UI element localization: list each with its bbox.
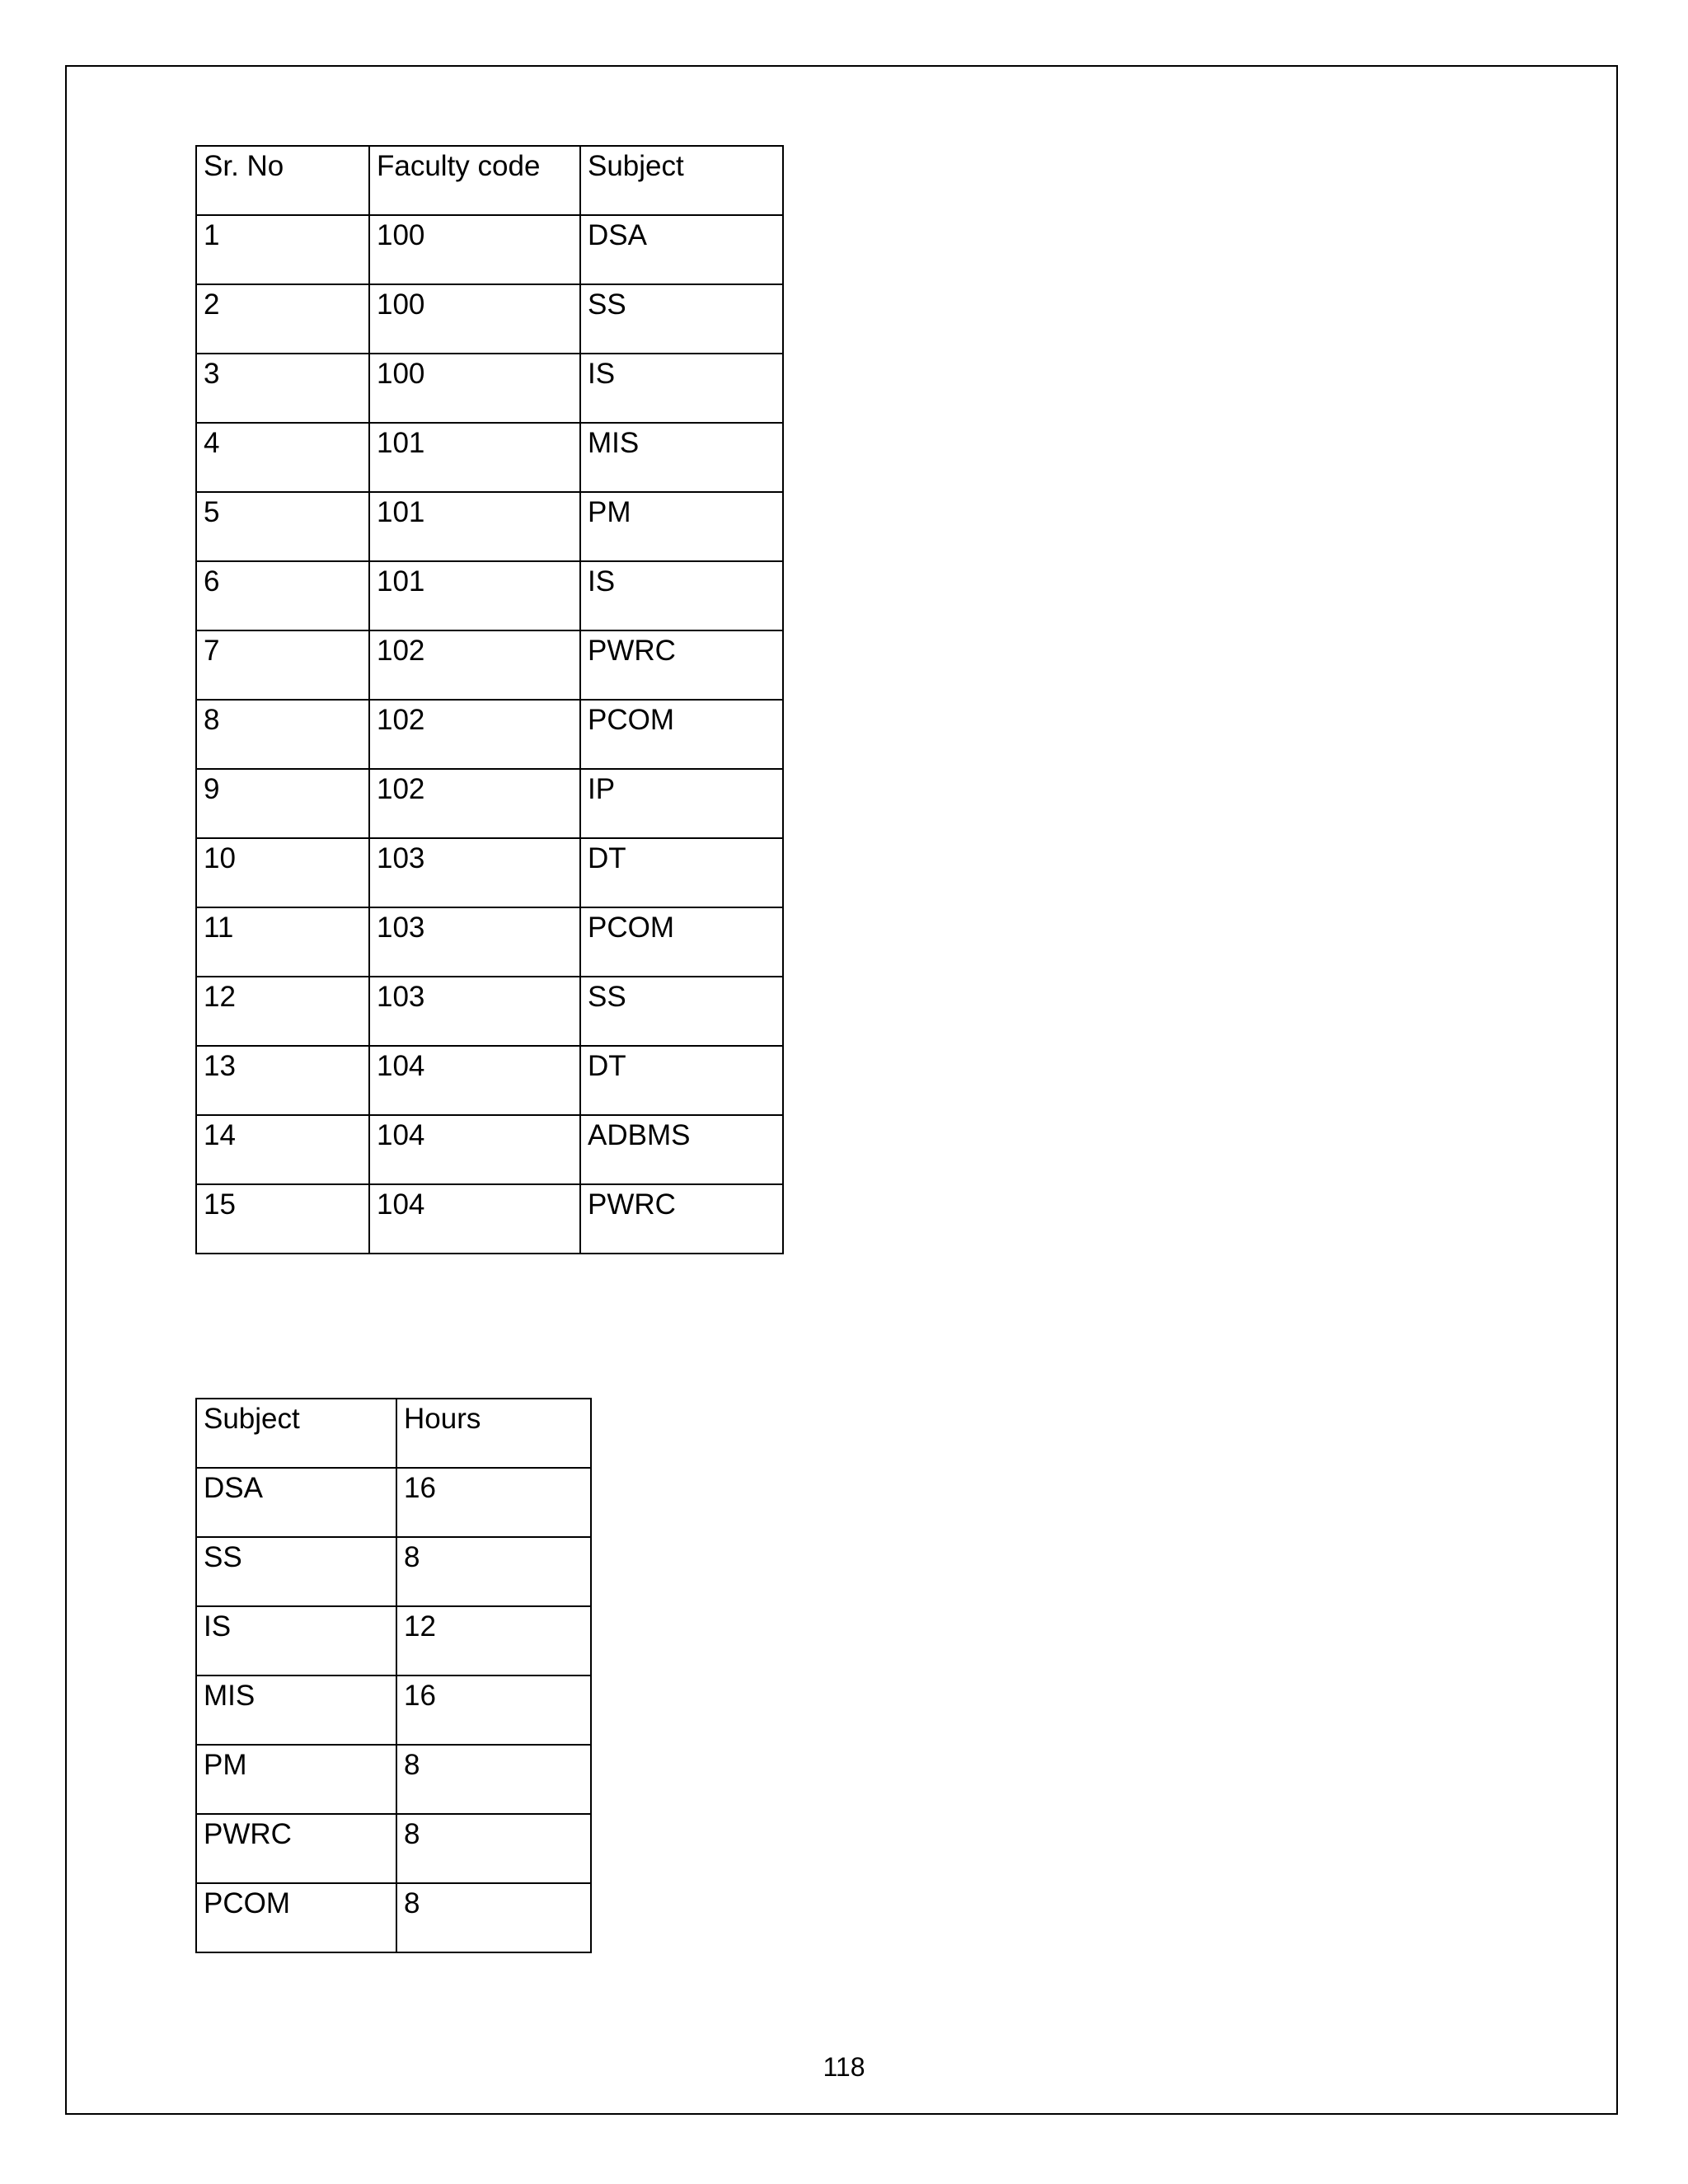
table-row	[196, 700, 783, 769]
cell-subject: ADBMS	[580, 1115, 783, 1184]
cell-sr-no: 15	[196, 1184, 369, 1254]
table-row	[196, 561, 783, 630]
cell-subject: IS	[196, 1606, 396, 1675]
cell-subject: PM	[196, 1745, 396, 1814]
table-row	[196, 1883, 591, 1952]
cell-sr-no: 11	[196, 907, 369, 977]
subject-hours-table-body	[196, 1399, 591, 1952]
table-row	[196, 354, 783, 423]
cell-sr-no: 13	[196, 1046, 369, 1115]
cell-subject: PM	[580, 492, 783, 561]
cell-subject: PCOM	[580, 907, 783, 977]
cell-hours: 8	[396, 1537, 591, 1606]
cell-faculty-code: 100	[369, 284, 580, 354]
cell-sr-no: 10	[196, 838, 369, 907]
faculty-subject-table-body	[196, 146, 783, 1254]
cell-sr-no: 3	[196, 354, 369, 423]
faculty-subject-table	[195, 145, 784, 1254]
cell-sr-no: 1	[196, 215, 369, 284]
column-header-hours: Hours	[396, 1399, 591, 1468]
cell-faculty-code: 102	[369, 700, 580, 769]
cell-subject: DT	[580, 1046, 783, 1115]
cell-subject: DSA	[580, 215, 783, 284]
cell-subject: PWRC	[580, 630, 783, 700]
cell-faculty-code: 103	[369, 907, 580, 977]
table-row	[196, 1468, 591, 1537]
cell-sr-no: 6	[196, 561, 369, 630]
cell-hours: 8	[396, 1814, 591, 1883]
table-row	[196, 769, 783, 838]
column-header-sr-no: Sr. No	[196, 146, 369, 215]
table-header-row	[196, 1399, 591, 1468]
cell-faculty-code: 104	[369, 1046, 580, 1115]
table-row	[196, 1606, 591, 1675]
cell-subject: PWRC	[580, 1184, 783, 1254]
cell-subject: IS	[580, 561, 783, 630]
table-row	[196, 1046, 783, 1115]
cell-hours: 16	[396, 1675, 591, 1745]
table-row	[196, 1115, 783, 1184]
cell-faculty-code: 103	[369, 838, 580, 907]
cell-sr-no: 7	[196, 630, 369, 700]
table-row	[196, 907, 783, 977]
cell-faculty-code: 103	[369, 977, 580, 1046]
cell-faculty-code: 102	[369, 769, 580, 838]
table-row	[196, 977, 783, 1046]
table-row	[196, 1745, 591, 1814]
table-row	[196, 630, 783, 700]
cell-sr-no: 2	[196, 284, 369, 354]
table-row	[196, 1184, 783, 1254]
cell-faculty-code: 104	[369, 1115, 580, 1184]
cell-subject: DT	[580, 838, 783, 907]
cell-sr-no: 5	[196, 492, 369, 561]
column-header-subject: Subject	[580, 146, 783, 215]
table-row	[196, 423, 783, 492]
table-row	[196, 1537, 591, 1606]
cell-faculty-code: 102	[369, 630, 580, 700]
cell-subject: PWRC	[196, 1814, 396, 1883]
cell-sr-no: 14	[196, 1115, 369, 1184]
cell-subject: SS	[196, 1537, 396, 1606]
cell-sr-no: 9	[196, 769, 369, 838]
cell-faculty-code: 100	[369, 354, 580, 423]
table-row	[196, 1675, 591, 1745]
cell-sr-no: 4	[196, 423, 369, 492]
table-row	[196, 1814, 591, 1883]
table-row	[196, 284, 783, 354]
table-header-row	[196, 146, 783, 215]
cell-subject: IS	[580, 354, 783, 423]
cell-faculty-code: 101	[369, 561, 580, 630]
cell-sr-no: 8	[196, 700, 369, 769]
cell-subject: MIS	[580, 423, 783, 492]
cell-subject: DSA	[196, 1468, 396, 1537]
column-header-faculty-code: Faculty code	[369, 146, 580, 215]
cell-faculty-code: 104	[369, 1184, 580, 1254]
cell-subject: SS	[580, 284, 783, 354]
table-row	[196, 215, 783, 284]
column-header-subject: Subject	[196, 1399, 396, 1468]
cell-hours: 8	[396, 1745, 591, 1814]
cell-subject: IP	[580, 769, 783, 838]
cell-hours: 8	[396, 1883, 591, 1952]
subject-hours-table	[195, 1398, 592, 1953]
cell-faculty-code: 101	[369, 492, 580, 561]
page-number: 118	[823, 2052, 865, 2082]
cell-hours: 12	[396, 1606, 591, 1675]
cell-faculty-code: 100	[369, 215, 580, 284]
cell-faculty-code: 101	[369, 423, 580, 492]
cell-subject: PCOM	[580, 700, 783, 769]
table-row	[196, 838, 783, 907]
cell-subject: MIS	[196, 1675, 396, 1745]
cell-subject: SS	[580, 977, 783, 1046]
cell-subject: PCOM	[196, 1883, 396, 1952]
cell-hours: 16	[396, 1468, 591, 1537]
cell-sr-no: 12	[196, 977, 369, 1046]
table-row	[196, 492, 783, 561]
